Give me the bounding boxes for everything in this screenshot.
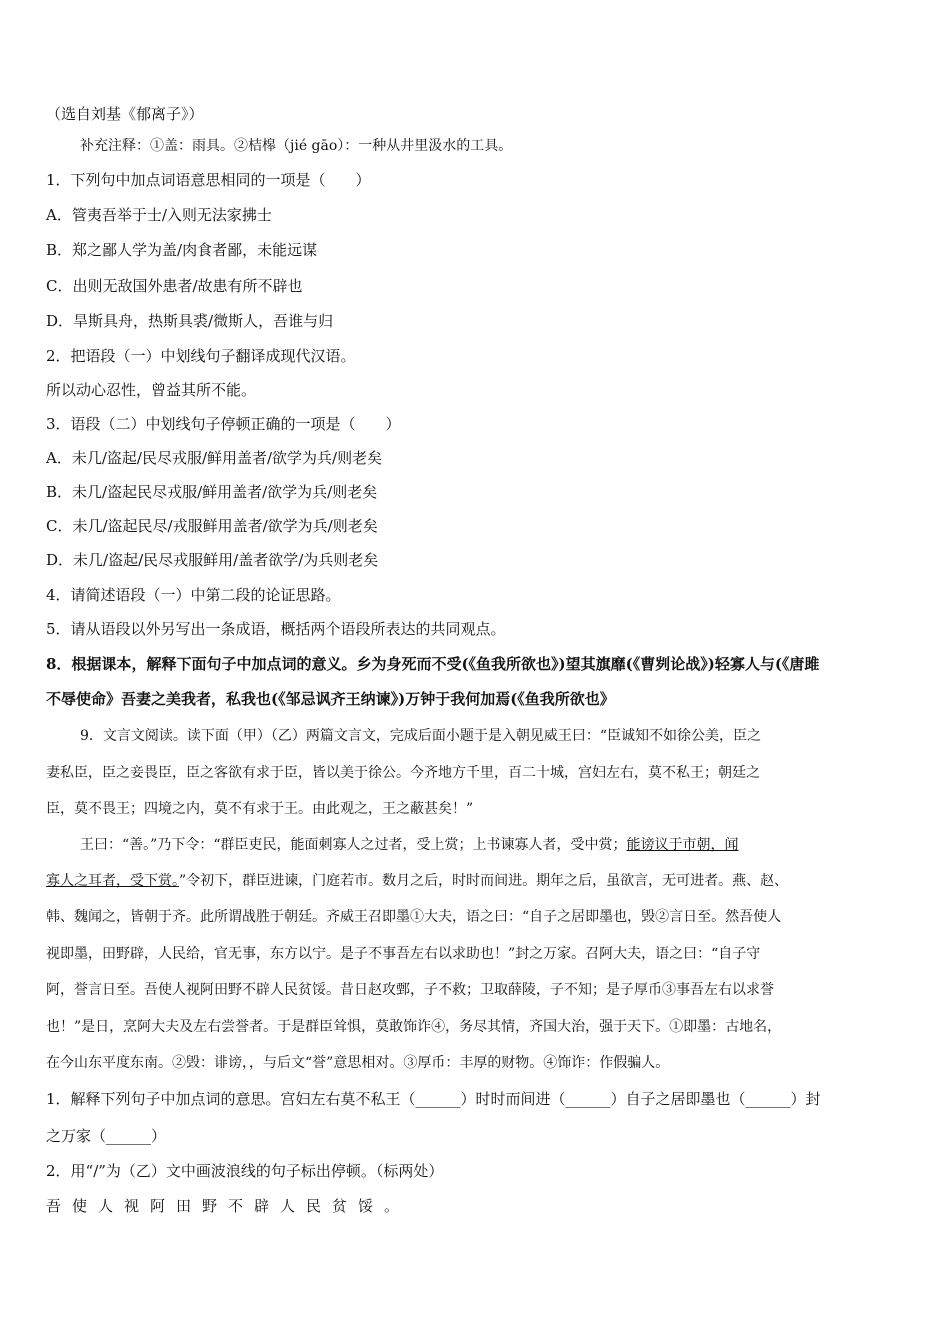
q8-line-1: 8．根据课本，解释下面句子中加点词的意义。乡为身死而不受(《鱼我所欲也》)望其旗靡(《曹刿论战》)轻寡人与(《唐雎 [46, 655, 820, 673]
q9-passage-line-1: 9．文言文阅读。读下面（甲）（乙）两篇文言文，完成后面小题于是入朝见威王曰：“臣诚知不如徐公美，臣之 [80, 728, 762, 744]
underlined-sentence-end: 寡人之耳者，受下赏。 [46, 873, 179, 889]
underlined-sentence-start: 能谤议于市朝，闻 [626, 837, 739, 853]
q1-stem: 1．下列句中加点词语意思相同的一项是（ ） [46, 171, 371, 189]
q1-option-a: A．管夷吾举于士/入则无法家拂士 [46, 206, 272, 224]
q9-passage-line-2: 妻私臣，臣之妾畏臣，臣之客欲有求于臣，皆以美于徐公。今齐地方千里，百二十城，宫妇左右，莫不私王；朝廷之 [46, 765, 760, 781]
q9-passage-line-4-text: 王曰：“善。”乃下令：“群臣吏民，能面刺寡人之过者，受上赏；上书谏寡人者，受中赏； [80, 837, 627, 853]
q3-stem: 3．语段（二）中划线句子停顿正确的一项是（ ） [46, 415, 401, 433]
q9-passage-line-5-text: ”令初下，群臣进谏，门庭若市。数月之后，时时而间进。期年之后，虽欲言，无可进者。燕、赵、 [179, 873, 789, 889]
q4-stem: 4．请简述语段（一）中第二段的论证思路。 [46, 586, 341, 604]
q9-passage-line-3: 臣，莫不畏王；四境之内，莫不有求于王。由此观之，王之蔽甚矣！” [46, 801, 474, 817]
q3-option-b: B．未几/盗起民尽戎服/鲜用盖者/欲学为兵/则老矣 [46, 483, 378, 501]
q9-passage-line-9: 也！”是日，烹阿大夫及左右尝誉者。于是群臣耸惧，莫敢饰诈④，务尽其情，齐国大治，强于天下。①即墨：古地名， [46, 1019, 782, 1035]
q9-passage-line-5 [46, 871, 920, 891]
q3-option-c: C．未几/盗起民尽/戎服鲜用盖者/欲学为兵/则老矣 [46, 517, 378, 535]
q8-line-2: 不辱使命》吾妻之美我者，私我也(《邹忌讽齐王纳谏》)万钟于我何加焉(《鱼我所欲也》 [46, 690, 615, 708]
q9-sub1-line-1: 1．解释下列句子中加点词的意思。宫妇左右莫不私王（______）时时而间进（______）自子之居即墨也（______）封 [46, 1090, 821, 1108]
q9-passage-line-7: 视即墨，田野辟，人民给，官无事，东方以宁。是子不事吾左右以求助也！”封之万家。召阿大夫，语之曰：“自子守 [46, 946, 761, 962]
q9-sub2-stem: 2．用“/”为（乙）文中画波浪线的句子标出停顿。（标两处） [46, 1162, 444, 1180]
q9-sub1-line-2: 之万家（______） [46, 1127, 167, 1145]
q1-option-b: B．郑之鄙人学为盖/肉食者鄙，未能远谋 [46, 241, 318, 259]
q9-passage-line-6: 韩、魏闻之，皆朝于齐。此所谓战胜于朝廷。齐威王召即墨①大夫，语之曰：“自子之居即墨也，毁②言日至。然吾使人 [46, 909, 782, 925]
source-citation: （选自刘基《郁离子》） [46, 105, 204, 123]
q9-passage-line-8: 阿，誉言日至。吾使人视阿田野不辟人民贫馁。昔日赵攻鄄，子不救；卫取薛陵，子不知；是子厚币③事吾左右以求誉 [46, 982, 774, 998]
supplementary-note: 补充注释：①盖：雨具。②桔槔（jié gāo）：一种从井里汲水的工具。 [80, 138, 513, 154]
q9-passage-line-4 [80, 835, 920, 855]
q3-option-a: A．未几/盗起/民尽戎服/鲜用盖者/欲学为兵/则老矣 [46, 449, 383, 467]
q1-option-d: D．旱斯具舟，热斯具裘/微斯人，吾谁与归 [46, 312, 334, 330]
q3-option-d: D．未几/盗起/民尽戎服鲜用/盖者欲学/为兵则老矣 [46, 551, 379, 569]
q2-sentence: 所以动心忍性，曾益其所不能。 [46, 381, 257, 399]
q2-stem: 2．把语段（一）中划线句子翻译成现代汉语。 [46, 347, 356, 365]
q9-passage-line-10: 在今山东平度东南。②毁：诽谤，，与后文“誉”意思相对。③厚币：丰厚的财物。④饰诈：作假骗人。 [46, 1055, 670, 1071]
q5-stem: 5．请从语段以外另写出一条成语，概括两个语段所表达的共同观点。 [46, 620, 506, 638]
q9-sub2-sentence: 吾使人视阿田野不辟人民贫馁。 [46, 1197, 411, 1215]
q1-option-c: C．出则无敌国外患者/故患有所不辟也 [46, 277, 303, 295]
